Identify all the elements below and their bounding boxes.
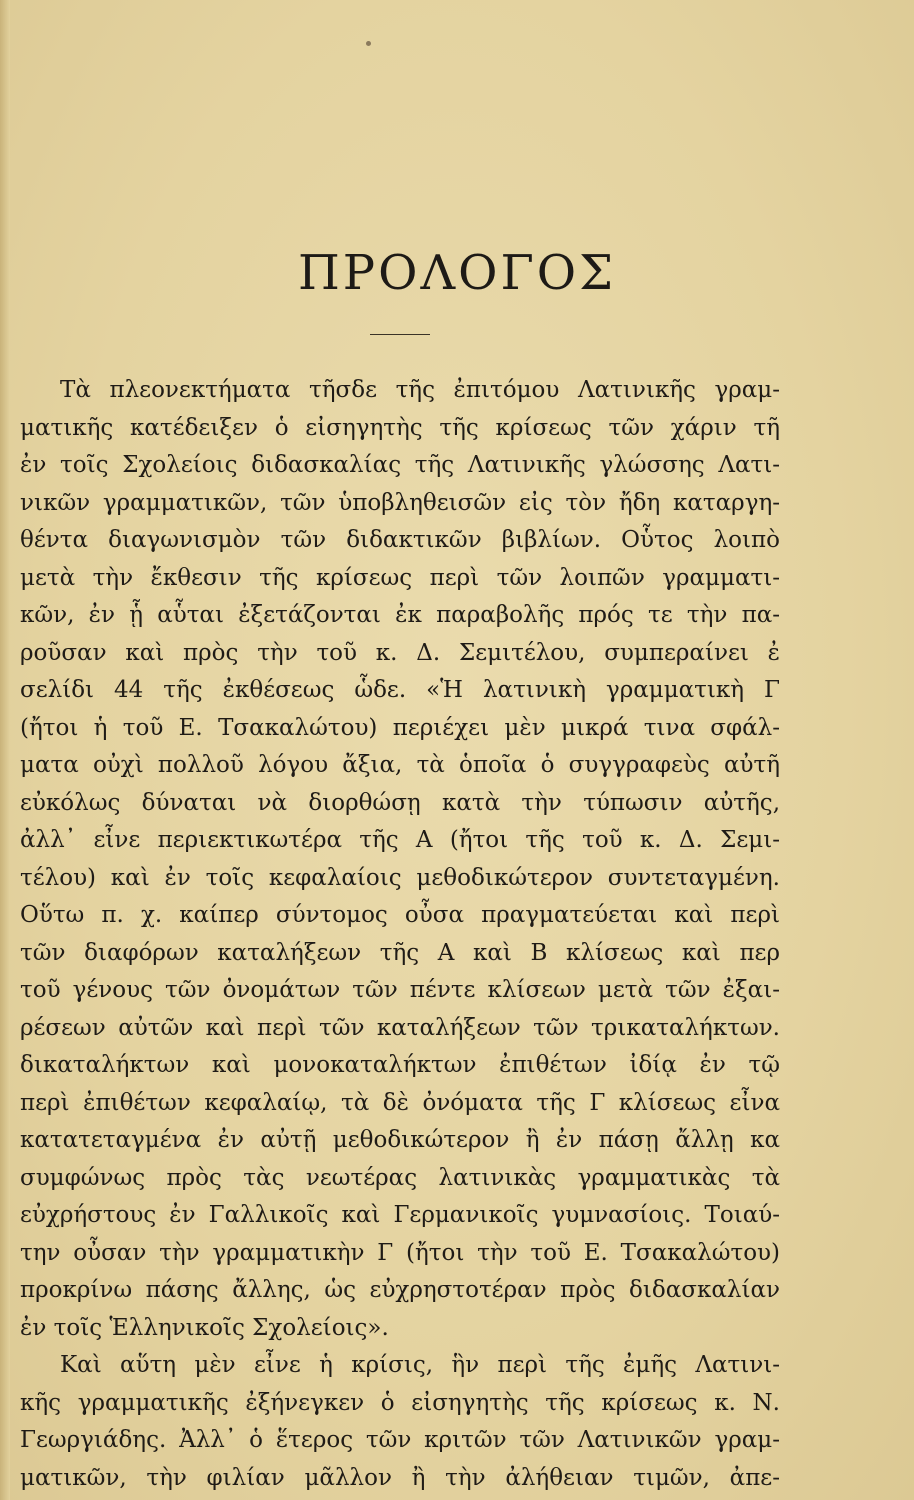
text-line: ματικῶν, τὴν φιλίαν μᾶλλον ἢ τὴν ἀλήθειαν τιμῶν, ἀπε- xyxy=(20,1464,780,1491)
text-line: ρέσεων αὐτῶν καὶ περὶ τῶν καταλήξεων τῶν τρικαταλήκτων. xyxy=(20,1014,780,1041)
text-line: Καὶ αὕτη μὲν εἶνε ἡ κρίσις, ἣν περὶ τῆς ἐμῆς Λατινι- xyxy=(60,1352,780,1378)
text-line: εὐκόλως δύναται νὰ διορθώσῃ κατὰ τὴν τύπωσιν αὐτῆς, xyxy=(20,789,780,816)
text-line: Οὕτω π. χ. καίπερ σύντομος οὖσα πραγματεύεται καὶ περὶ xyxy=(20,902,780,928)
page-binding-edge xyxy=(0,0,10,1500)
text-line: μετὰ τὴν ἔκθεσιν τῆς κρίσεως περὶ τῶν λοιπῶν γραμματι- xyxy=(20,564,780,591)
text-line: σελίδι 44 τῆς ἐκθέσεως ὧδε. «Ἡ λατινικὴ γραμματικὴ Γ xyxy=(20,677,780,703)
body-text xyxy=(20,372,780,1497)
text-line: ἀλλ᾽ εἶνε περιεκτικωτέρα τῆς Α (ἤτοι τῆς τοῦ κ. Δ. Σεμι- xyxy=(20,827,780,853)
text-line: νικῶν γραμματικῶν, τῶν ὑποβληθεισῶν εἰς τὸν ἤδη καταργη- xyxy=(20,489,780,516)
title-rule xyxy=(370,334,430,335)
text-line: κατατεταγμένα ἐν αὐτῇ μεθοδικώτερον ἢ ἐν πάσῃ ἄλλῃ κα xyxy=(20,1127,780,1153)
text-line: Γεωργιάδης. Ἀλλ᾽ ὁ ἕτερος τῶν κριτῶν τῶν Λατινικῶν γραμ- xyxy=(20,1427,780,1453)
text-line: κῶν, ἐν ᾗ αὗται ἐξετάζονται ἐκ παραβολῆς πρός τε τὴν πα- xyxy=(20,602,780,628)
page-title: ΠΡΟΛΟΓΟΣ xyxy=(297,245,617,301)
text-line: Τὰ πλεονεκτήματα τῆσδε τῆς ἐπιτόμου Λατινικῆς γραμ- xyxy=(60,377,780,403)
text-line: δικαταλήκτων καὶ μονοκαταλήκτων ἐπιθέτων ἰδίᾳ ἐν τῷ xyxy=(20,1052,780,1078)
text-line: τέλου) καὶ ἐν τοῖς κεφαλαίοις μεθοδικώτερον συντεταγμένη. xyxy=(20,864,780,891)
text-line: ματα οὐχὶ πολλοῦ λόγου ἄξια, τὰ ὁποῖα ὁ συγγραφεὺς αὐτῆ xyxy=(20,752,780,778)
text-line: τῶν διαφόρων καταλήξεων τῆς Α καὶ Β κλίσεως καὶ περ xyxy=(20,939,780,966)
text-line: (ἤτοι ἡ τοῦ Ε. Τσακαλώτου) περιέχει μὲν μικρά τινα σφάλ- xyxy=(20,714,780,741)
text-line: κῆς γραμματικῆς ἐξήνεγκεν ὁ εἰσηγητὴς τῆς κρίσεως κ. Ν. xyxy=(20,1389,780,1416)
text-line: θέντα διαγωνισμὸν τῶν διδακτικῶν βιβλίων. Οὗτος λοιπὸ xyxy=(20,527,780,553)
text-line: ροῦσαν καὶ πρὸς τὴν τοῦ κ. Δ. Σεμιτέλου, συμπεραίνει ἐ xyxy=(20,639,780,666)
text-line: περὶ ἐπιθέτων κεφαλαίῳ, τὰ δὲ ὀνόματα τῆς Γ κλίσεως εἶνα xyxy=(20,1089,780,1116)
text-line: συμφώνως πρὸς τὰς νεωτέρας λατινικὰς γραμματικὰς τὰ xyxy=(20,1164,780,1191)
text-line: την οὖσαν τὴν γραμματικὴν Γ (ἤτοι τὴν τοῦ Ε. Τσακαλώτου) xyxy=(20,1239,780,1266)
text-line: εὐχρήστους ἐν Γαλλικοῖς καὶ Γερμανικοῖς γυμνασίοις. Τοιαύ- xyxy=(20,1202,780,1228)
text-line: προκρίνω πάσης ἄλλης, ὡς εὐχρηστοτέραν πρὸς διδασκαλίαν xyxy=(20,1277,780,1303)
print-speck xyxy=(366,41,371,46)
text-line: τοῦ γένους τῶν ὀνομάτων τῶν πέντε κλίσεων μετὰ τῶν ἐξαι- xyxy=(20,977,780,1003)
text-line: ἐν τοῖς Ἑλληνικοῖς Σχολείοις». xyxy=(20,1314,389,1341)
text-line: ἐν τοῖς Σχολείοις διδασκαλίας τῆς Λατινικῆς γλώσσης Λατι- xyxy=(20,452,780,478)
text-line: ματικῆς κατέδειξεν ὁ εἰσηγητὴς τῆς κρίσεως τῶν χάριν τῆ xyxy=(20,414,780,441)
